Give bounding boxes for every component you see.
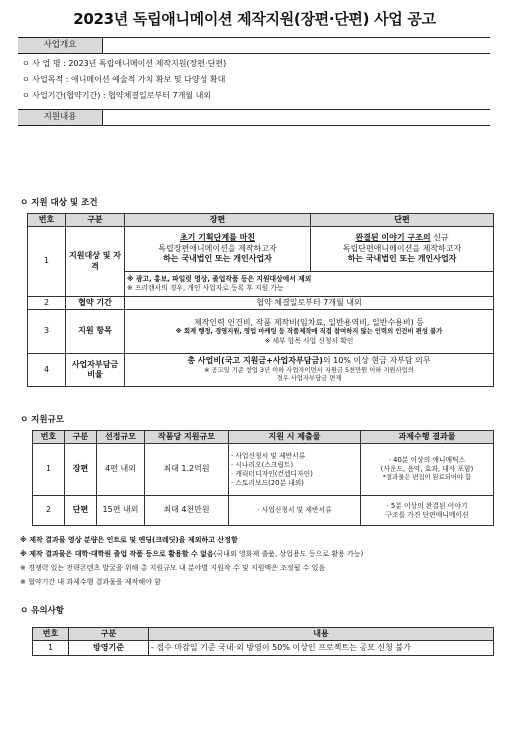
- content-label: 지원내용: [18, 110, 103, 125]
- targets-r1-short-line1b: 신규: [430, 233, 449, 243]
- scale-note-2: [20, 549, 363, 559]
- targets-r4-line1a: 총 사업비(국고 지원금+사업자부담금): [187, 356, 323, 366]
- targets-r1-note2: ※ 프리랜서의 경우, 개인 사업자로 등록 후 지원 가능: [127, 284, 284, 292]
- targets-r3-line3: ※ 세부 항목 사업 신청서 확인: [264, 336, 354, 345]
- cautions-row: [33, 641, 494, 656]
- overview-line-name: ㅇ 사 업 명 : 2023년 독립애니메이션 제작지원(장편·단편): [22, 59, 227, 68]
- targets-header-long: 장편: [125, 214, 311, 227]
- scale-r2-docs: [229, 496, 361, 526]
- scale-note-3: ※ 경쟁력 있는 전략콘텐츠 발굴을 위해 총 지원규모 내 분야별 지원작 수 및 지원액은 조정될 수 있음: [20, 564, 326, 572]
- scale-note-4: ※ 협약기간 내 과제수행 결과물을 제작해야 함: [20, 578, 161, 586]
- targets-r4-line2: ※ 공고일 기준 창업 3년 이하 사업자이면서 지원금 5천만원 이하 지원사업의: [204, 366, 414, 374]
- scale-header-amount: 작품당 지원규모: [145, 431, 229, 444]
- scale-note-2-main: ※ 제작 결과물은 대학·대학원 졸업 작품 등으로 활용할 수 없음: [20, 550, 214, 558]
- page-title: 2023년 독립애니메이션 제작지원(장편·단편) 사업 공고: [73, 10, 436, 28]
- targets-r1-note1: ※ 광고, 홍보, 파일럿 영상, 졸업작품 등은 지원대상에서 제외: [127, 275, 312, 283]
- targets-r1-long-line2: 독립장편애니메이션을 제작하고자: [158, 243, 277, 253]
- scale-r1-result3: *결과물은 편집이 완료되어야 함: [382, 474, 472, 482]
- targets-r1-long-line1: 초기 기획단계를 마친: [179, 233, 256, 243]
- targets-header-no: 번호: [28, 214, 66, 227]
- targets-header-short: 단편: [311, 214, 494, 227]
- scale-r1-result1: · 40분 이상의 애니매틱스: [388, 456, 466, 465]
- overview-label: 사업개요: [18, 38, 103, 53]
- scale-r1-doc2: · 시나리오(스크립트): [231, 460, 294, 469]
- scale-r1-doc3: · 캐릭터디자인(컨셉디자인): [231, 469, 313, 478]
- targets-header-category: 구분: [66, 214, 125, 227]
- scale-r2-result: [361, 496, 494, 526]
- scale-r1-amount: 최대 1.2억원: [145, 444, 229, 496]
- cautions-header-content: 내용: [149, 628, 494, 641]
- targets-heading: ㅇ 지원 대상 및 조건: [20, 198, 98, 208]
- scale-r2-doc1: · 사업신청서 및 제반서류: [257, 506, 332, 514]
- targets-r1-short: [311, 227, 494, 272]
- scale-r1-count: 4편 내외: [97, 444, 145, 496]
- overview-line-purpose: ㅇ 사업목적 : 애니메이션 예술적 가치 확보 및 다양성 확대: [22, 75, 226, 84]
- targets-r1-long: [125, 227, 311, 272]
- scale-r2-result2: 구조를 가진 단편애니메이션: [385, 510, 469, 519]
- scale-header-category: 구분: [65, 431, 97, 444]
- targets-r1-short-line2: 독립단편애니메이션을 제작하고자: [342, 243, 462, 253]
- scale-r2-no: 2: [33, 496, 65, 526]
- scale-r2-count: 15편 내외: [97, 496, 145, 526]
- scale-row-long: [33, 444, 494, 496]
- targets-r3-category: 지원 항목: [66, 310, 125, 354]
- scale-header-result: 과제수행 결과물: [361, 431, 494, 444]
- cautions-r1-content: - 접수 마감일 기준 국내·외 방영이 50% 이상인 프로젝트는 공모 신청 불가: [149, 641, 494, 656]
- targets-r1-long-line3: 하는 국내법인 또는 개인사업자: [163, 254, 272, 264]
- scale-note-1: ※ 제작 결과물 영상 분량은 인트로 및 엔딩(크레딧)을 제외하고 산정함: [20, 536, 238, 544]
- scale-r2-category: 단편: [65, 496, 97, 526]
- cautions-table: [32, 627, 494, 656]
- cautions-header-category: 구분: [69, 628, 149, 641]
- scale-r2-result1: · 5분 이상의 완결된 이야기: [386, 501, 468, 510]
- targets-r2-category: 협약 기간: [66, 297, 125, 310]
- targets-r1-notes: [125, 272, 494, 297]
- scale-r1-docs: [229, 444, 361, 496]
- overview-line-period: ㅇ 사업기간(협약기간) : 협약체결일로부터 7개월 내외: [22, 91, 212, 100]
- scale-r1-doc4: · 스토리보드(20분 내외): [231, 478, 304, 487]
- content-section-bar: [18, 109, 490, 126]
- targets-r2-value: 협약 체결일로부터 7개월 내외: [125, 297, 494, 310]
- scale-table: [32, 430, 494, 526]
- targets-r3-no: 3: [28, 310, 66, 354]
- targets-r4-category: 사업자부담금 비율: [66, 354, 125, 387]
- targets-r1-no: 1: [28, 227, 66, 297]
- targets-r3-content: [125, 310, 494, 354]
- targets-r4-line1b: 의 10% 이상 현금 자부담 의무: [322, 356, 431, 366]
- scale-note-2-paren: (국내외 영화제 출품, 상업용도 등으로 활용 가능): [213, 550, 364, 558]
- scale-r1-doc1: · 사업신청서 및 제반서류: [231, 451, 306, 460]
- targets-r4-content: [125, 354, 494, 387]
- scale-r1-category: 장편: [65, 444, 97, 496]
- scale-r2-amount: 최대 4천만원: [145, 496, 229, 526]
- cautions-r1-category: 방영기준: [69, 641, 149, 656]
- targets-r4-line3: 경우 사업자부담금 면제: [276, 375, 342, 383]
- targets-table: [27, 213, 494, 387]
- targets-r1-category: 지원대상 및 자격: [66, 227, 125, 297]
- targets-r1-short-line1a: 완결된 이야기 구조의: [355, 233, 431, 243]
- cautions-header-no: 번호: [33, 628, 69, 641]
- scale-r1-result: [361, 444, 494, 496]
- scale-header-no: 번호: [33, 431, 65, 444]
- targets-r4-no: 4: [28, 354, 66, 387]
- scale-header-docs: 지원 시 제출물: [229, 431, 361, 444]
- scale-r1-no: 1: [33, 444, 65, 496]
- targets-r1-short-line3: 하는 국내법인 또는 개인사업자: [347, 254, 457, 264]
- overview-section-bar: [18, 37, 490, 54]
- scale-header-count: 선정규모: [97, 431, 145, 444]
- targets-r2-no: 2: [28, 297, 66, 310]
- cautions-r1-no: 1: [33, 641, 69, 656]
- cautions-heading: ㅇ 유의사항: [20, 606, 65, 616]
- scale-row-short: [33, 496, 494, 526]
- scale-r1-result2: (사운드, 음악, 효과, 대사 포함): [380, 465, 474, 474]
- targets-r3-line2: ※ 회계 행정, 경영지원, 영업 마케팅 등 작품제작에 직접 참여하지 않는 인력의 인건비 편성 불가: [175, 328, 443, 335]
- targets-r3-line1: 제작인력 인건비, 작품 제작비(임차료, 일반용역비, 일반수용비) 등: [193, 317, 425, 327]
- scale-heading: ㅇ 지원규모: [20, 415, 65, 425]
